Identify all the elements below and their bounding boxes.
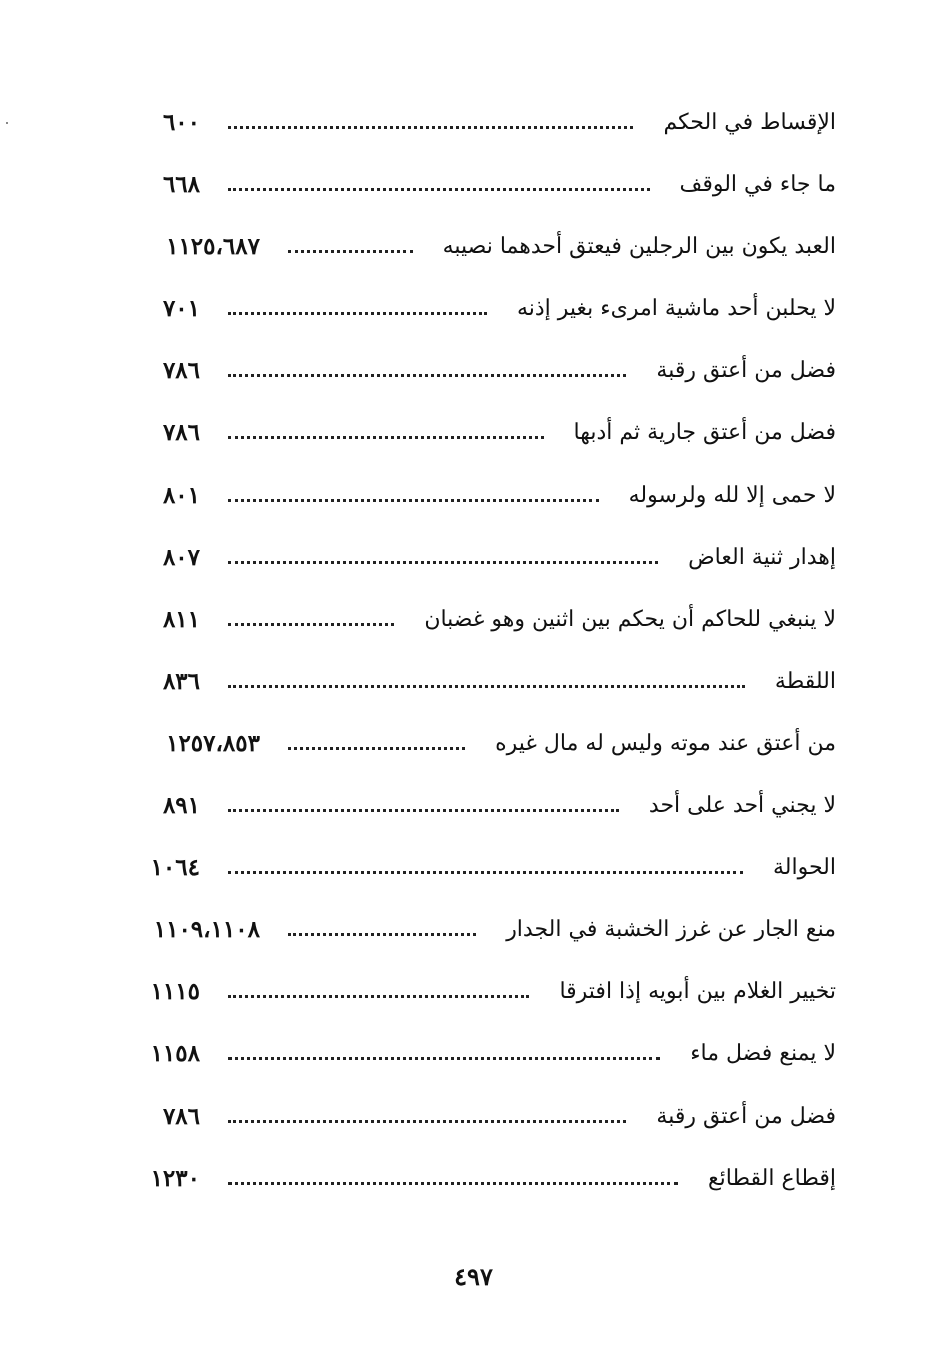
index-entry [110,907,836,969]
dot-leader [228,683,745,688]
entry-page-ref: ٧٠١ [162,295,200,323]
index-entry [110,100,836,162]
entry-title: لا يمنع فضل ماء [688,1037,836,1071]
entry-title: لا يجني أحد على أحد [647,789,836,823]
entry-title: فضل من أعتق رقبة [654,1100,836,1134]
index-entry [110,162,836,224]
dot-leader [228,1118,626,1123]
index-entry [110,783,836,845]
index-entry [110,348,836,410]
index-entry [110,224,836,286]
entry-page-ref: ٧٨٦ [162,419,200,447]
entry-title: لا يحلبن أحد ماشية امرىء بغير إذنه [515,292,836,326]
entry-title: ما جاء في الوقف [678,168,836,202]
dot-leader [228,621,394,626]
entry-title: اللقطة [773,665,836,699]
entry-title: تخيير الغلام بين أبويه إذا افترقا [557,975,836,1009]
entry-title: لا ينبغي للحاكم أن يحكم بين اثنين وهو غضبان [422,603,836,637]
entry-page-ref: ٨٠٧ [162,543,200,571]
entry-title: الحوالة [771,851,836,885]
entry-title: فضل من أعتق جارية ثم أدبها [572,416,836,450]
index-list [110,100,836,1218]
entry-page-ref: ١١٥٨ [150,1040,200,1068]
index-entry [110,286,836,348]
dot-leader [228,559,658,564]
index-entry [110,1094,836,1156]
index-entry [110,1156,836,1218]
dot-leader [228,497,599,502]
index-entry [110,535,836,597]
entry-page-ref: ١١٠٩،١١٠٨ [153,916,260,944]
dot-leader [228,807,619,812]
dot-leader [228,186,650,191]
entry-title: إهدار ثنية العاض [686,541,836,575]
entry-page-ref: ١١١٥ [150,978,200,1006]
scan-speck [6,122,8,124]
index-entry [110,721,836,783]
entry-page-ref: ١١٢٥،٦٨٧ [166,233,260,261]
entry-page-ref: ٦٦٨ [162,171,200,199]
index-entry [110,597,836,659]
entry-title: إقطاع القطائع [706,1162,836,1196]
dot-leader [288,248,413,253]
index-entry [110,410,836,472]
dot-leader [228,869,743,874]
entry-page-ref: ٨٠١ [162,481,200,509]
entry-title: منع الجار عن غرز الخشبة في الجدار [504,913,836,947]
index-entry [110,1031,836,1093]
entry-page-ref: ٨٩١ [162,792,200,820]
entry-title: العبد يكون بين الرجلين فيعتق أحدهما نصيبه [441,230,836,264]
dot-leader [228,434,544,439]
entry-page-ref: ١٢٥٧،٨٥٣ [166,729,260,757]
entry-page-ref: ٧٨٦ [162,357,200,385]
entry-title: الإقساط في الحكم [662,106,837,140]
dot-leader [228,1055,660,1060]
entry-title: لا حمى إلا لله ولرسوله [627,479,836,513]
index-entry [110,659,836,721]
index-entry [110,969,836,1031]
entry-page-ref: ٨١١ [162,605,200,633]
dot-leader [228,124,633,129]
dot-leader [288,931,476,936]
page-number: ٤٩٧ [454,1262,493,1291]
entry-page-ref: ٧٨٦ [162,1102,200,1130]
entry-page-ref: ١٠٦٤ [150,854,200,882]
entry-title: من أعتق عند موته وليس له مال غيره [493,727,836,761]
dot-leader [228,993,529,998]
dot-leader [288,745,465,750]
dot-leader [228,1180,678,1185]
entry-page-ref: ١٢٣٠ [150,1164,200,1192]
entry-title: فضل من أعتق رقبة [654,354,836,388]
entry-page-ref: ٨٣٦ [162,667,200,695]
index-entry [110,845,836,907]
index-entry [110,473,836,535]
dot-leader [228,372,626,377]
entry-page-ref: ٦٠٠ [162,109,200,136]
dot-leader [228,310,487,315]
